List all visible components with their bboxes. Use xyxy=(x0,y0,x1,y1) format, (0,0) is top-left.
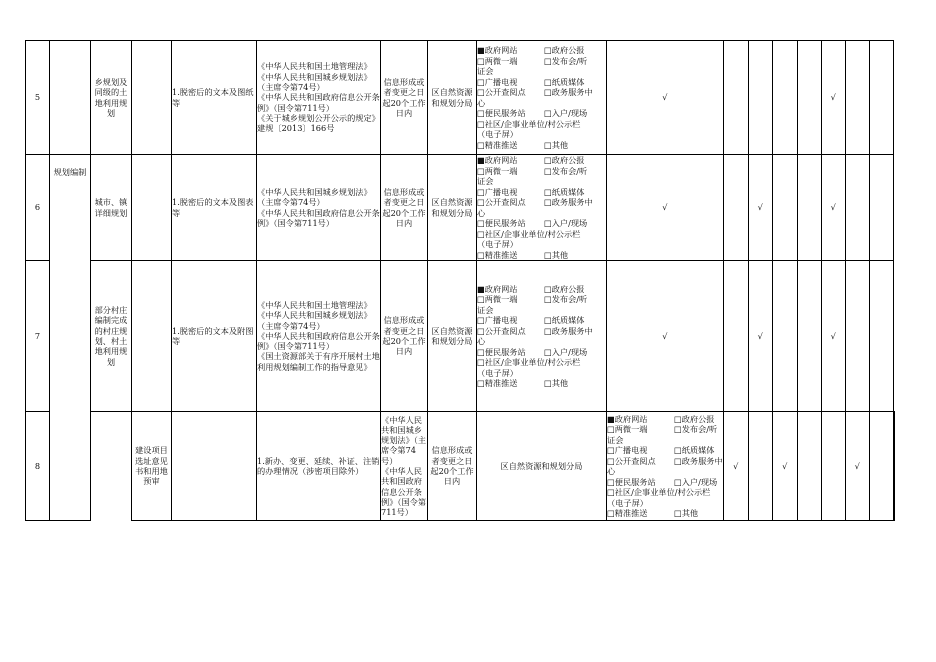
check-cell xyxy=(797,41,821,155)
channel-option: □公开查阅点 xyxy=(477,325,526,336)
channel-option: □发布会/听 xyxy=(544,294,588,304)
channel-option-checked: ■政府网站 xyxy=(477,155,518,165)
channel-option: □纸质媒体 xyxy=(544,76,585,87)
channel-option: □社区/企事业单位/村公示栏 xyxy=(477,118,581,129)
check-cell xyxy=(797,412,821,521)
channel-option: □政务服务中 xyxy=(544,87,593,97)
channel-option: □社区/企事业单位/村公示栏 xyxy=(477,357,581,367)
channel-option-continued: （电子屏） xyxy=(477,367,518,378)
channel-option: □其他 xyxy=(674,508,699,518)
channel-option: □社区/企事业单位/村公示栏 xyxy=(607,487,711,497)
channel-option: □广播电视 xyxy=(477,186,518,197)
channel-option: □政务服务中 xyxy=(674,455,723,466)
legal-basis-line: 《国土资源部关于有序开展村土地利用规划编制工作的指导意见》 xyxy=(257,351,380,372)
check-cell xyxy=(723,155,748,261)
channel-line xyxy=(607,487,723,498)
item-name: 部分村庄编制完成的村庄规划、村土地利用规划 xyxy=(91,261,132,412)
table-body xyxy=(26,41,895,521)
channel-line xyxy=(477,315,606,326)
legal-basis xyxy=(257,41,381,155)
disclosure-content: 1.新办、变更、延续、补证、注销的办理情况（涉密项目除外） xyxy=(257,412,381,521)
channel-line xyxy=(607,508,723,519)
check-cell xyxy=(869,41,893,155)
check-cell xyxy=(772,261,797,412)
channel-line xyxy=(477,208,606,219)
channel-line xyxy=(607,424,723,435)
check-cell xyxy=(797,261,821,412)
channel-option-continued: 心 xyxy=(607,466,616,476)
channel-option: □便民服务站 xyxy=(477,218,526,228)
check-cell: √ xyxy=(845,412,869,521)
disclosure-time: 信息形成或者变更之日起20个工作日内 xyxy=(381,41,428,155)
legal-basis-line: 《中华人民共和国土地管理法》 xyxy=(257,299,372,310)
sub-item-cell xyxy=(132,261,172,412)
item-name: 城市、镇详细规划 xyxy=(91,155,132,261)
row-number: 7 xyxy=(26,261,50,412)
legal-basis xyxy=(381,412,428,521)
disclosure-time: 信息形成或者变更之日起20个工作日内 xyxy=(381,155,428,261)
check-cell xyxy=(869,412,893,521)
channel-line xyxy=(477,108,606,119)
check-cell xyxy=(845,41,869,155)
channel-line xyxy=(607,435,723,446)
channel-option-continued: 证会 xyxy=(477,66,494,76)
check-cell: √ xyxy=(607,261,724,412)
channel-option: □入户/现场 xyxy=(544,108,588,118)
check-cell: √ xyxy=(748,155,772,261)
channel-option: □公开查阅点 xyxy=(607,455,656,466)
legal-basis-line: 《中华人民共和国城乡规划法》（主席令第74号） xyxy=(257,186,372,208)
category-cell-empty xyxy=(91,412,132,521)
sub-item-cell xyxy=(172,412,257,521)
channel-option: □发布会/听 xyxy=(544,55,588,66)
check-cell: √ xyxy=(607,155,724,261)
channel-option: □政府公报 xyxy=(544,155,585,165)
channel-option: □其他 xyxy=(544,249,569,260)
check-cell xyxy=(772,41,797,155)
channel-option: □便民服务站 xyxy=(477,108,526,118)
disclosure-subject: 区自然资源和规划分局 xyxy=(477,412,607,521)
table-row xyxy=(26,412,895,521)
channel-option: □两微一端 xyxy=(477,165,518,176)
disclosure-channels xyxy=(607,412,724,521)
channel-line xyxy=(477,305,606,316)
legal-basis-line: 《中华人民共和国政府信息公开条例》（国令第711号） xyxy=(381,466,427,518)
row-number: 6 xyxy=(26,155,50,261)
disclosure-content: 1.脱密后的文本及图纸等 xyxy=(172,41,257,155)
channel-line xyxy=(477,357,606,368)
channel-line xyxy=(477,45,606,56)
channel-line xyxy=(477,229,606,240)
channel-line xyxy=(607,456,723,467)
channel-option-continued: （电子屏） xyxy=(477,239,518,249)
check-cell xyxy=(772,155,797,261)
channel-option: □其他 xyxy=(544,139,569,150)
check-cell xyxy=(748,41,772,155)
channel-option: □纸质媒体 xyxy=(544,186,585,197)
channel-option-continued: 证会 xyxy=(607,434,624,445)
table-row xyxy=(26,261,895,412)
channel-option: □入户/现场 xyxy=(544,218,588,228)
channel-line xyxy=(477,294,606,305)
row-number: 5 xyxy=(26,41,50,155)
channel-line xyxy=(477,87,606,98)
category-cell: 规划编制 xyxy=(50,155,91,521)
check-cell xyxy=(723,261,748,412)
check-cell: √ xyxy=(772,412,797,521)
channel-line xyxy=(477,56,606,67)
channel-line xyxy=(477,197,606,208)
item-name: 建设项目选址意见书和用地预审 xyxy=(132,412,172,521)
legal-basis xyxy=(257,261,381,412)
channel-option-continued: 心 xyxy=(477,97,486,108)
category-cell-empty xyxy=(50,41,91,155)
channel-option: □精准推送 xyxy=(607,508,648,518)
channel-line xyxy=(477,98,606,109)
table-row xyxy=(26,41,895,155)
channel-option: □政务服务中 xyxy=(544,325,593,336)
channel-option: □两微一端 xyxy=(477,55,518,66)
check-cell: √ xyxy=(821,155,845,261)
channel-option: □纸质媒体 xyxy=(674,445,715,455)
channel-option-continued: （电子屏） xyxy=(477,129,518,139)
legal-basis-line: 《关于城乡规划公开公示的规定》建规〔2013〕166号 xyxy=(257,112,380,134)
check-cell xyxy=(845,155,869,261)
channel-option: □入户/现场 xyxy=(674,476,718,487)
check-cell xyxy=(845,261,869,412)
channel-line xyxy=(477,326,606,337)
disclosure-channels xyxy=(477,155,607,261)
check-cell xyxy=(723,41,748,155)
disclosure-subject: 区自然资源和规划分局 xyxy=(428,155,477,261)
channel-option: □政务服务中 xyxy=(544,197,593,207)
channel-line xyxy=(477,129,606,140)
channel-option-continued: （电子屏） xyxy=(607,497,648,508)
check-cell: √ xyxy=(723,412,748,521)
channel-option: □精准推送 xyxy=(477,249,518,260)
channel-line xyxy=(477,250,606,261)
channel-option: □政府公报 xyxy=(544,45,585,55)
channel-line xyxy=(607,445,723,456)
channel-line xyxy=(477,176,606,187)
channel-line xyxy=(477,140,606,151)
sub-item-cell xyxy=(132,155,172,261)
channel-option: □入户/现场 xyxy=(544,346,588,357)
check-cell: √ xyxy=(821,41,845,155)
legal-basis-line: 《中华人民共和国城乡规划法》（主席令第74号） xyxy=(257,71,372,93)
channel-option: □公开查阅点 xyxy=(477,87,526,97)
channel-option: □公开查阅点 xyxy=(477,197,526,207)
disclosure-content: 1.脱密后的文本及图表等 xyxy=(172,155,257,261)
channel-line xyxy=(607,477,723,488)
disclosure-content: 1.脱密后的文本及附图等 xyxy=(172,261,257,412)
channel-line xyxy=(477,166,606,177)
channel-option: □发布会/听 xyxy=(674,424,718,434)
channel-option: □广播电视 xyxy=(477,315,518,325)
channel-option-continued: 心 xyxy=(477,207,486,218)
channel-option-continued: 心 xyxy=(477,336,486,346)
channel-line xyxy=(477,155,606,166)
channel-option: □两微一端 xyxy=(607,424,648,434)
channel-option: □精准推送 xyxy=(477,378,518,388)
disclosure-time: 信息形成或者变更之日起20个工作日内 xyxy=(381,261,428,412)
legal-basis-line: 《中华人民共和国政府信息公开条例》（国令第711号） xyxy=(257,207,380,228)
channel-line xyxy=(607,414,723,425)
channel-line xyxy=(477,284,606,295)
channel-option-continued: 证会 xyxy=(477,304,494,315)
legal-basis-line: 《中华人民共和国政府信息公开条例》（国令第711号） xyxy=(257,92,380,113)
check-cell xyxy=(821,412,845,521)
channel-option: □政府公报 xyxy=(674,413,715,424)
channel-line xyxy=(477,66,606,77)
legal-basis-line: 《中华人民共和国土地管理法》 xyxy=(257,61,372,72)
channel-option: □便民服务站 xyxy=(607,476,656,487)
channel-option: □广播电视 xyxy=(607,445,648,455)
channel-option: □其他 xyxy=(544,378,569,388)
channel-option: □精准推送 xyxy=(477,139,518,150)
channel-option-continued: 证会 xyxy=(477,176,494,186)
channel-line xyxy=(477,368,606,379)
legal-basis-line: 《中华人民共和国城乡规划法》（主席令第74号） xyxy=(381,414,427,466)
check-cell: √ xyxy=(607,41,724,155)
check-cell xyxy=(748,412,772,521)
check-cell: √ xyxy=(748,261,772,412)
disclosure-table xyxy=(25,40,895,521)
channel-line xyxy=(477,336,606,347)
channel-option: □纸质媒体 xyxy=(544,315,585,325)
channel-option: □便民服务站 xyxy=(477,346,526,357)
disclosure-subject: 区自然资源和规划分局 xyxy=(428,41,477,155)
channel-line xyxy=(607,466,723,477)
channel-option: □社区/企事业单位/村公示栏 xyxy=(477,228,581,239)
channel-line xyxy=(477,187,606,198)
channel-option: □两微一端 xyxy=(477,294,518,304)
disclosure-time: 信息形成或者变更之日起20个工作日内 xyxy=(428,412,477,521)
channel-option-checked: ■政府网站 xyxy=(477,45,518,55)
legal-basis-line: 《中华人民共和国政府信息公开条例》（国令第711号） xyxy=(257,330,380,352)
channel-line xyxy=(607,498,723,509)
channel-line xyxy=(477,378,606,389)
legal-basis-line: 《中华人民共和国城乡规划法》（主席令第74号） xyxy=(257,310,372,331)
check-cell xyxy=(869,261,893,412)
table-row xyxy=(26,155,895,261)
channel-option: □政府公报 xyxy=(544,283,585,294)
check-cell xyxy=(797,155,821,261)
sub-item-cell xyxy=(132,41,172,155)
channel-option-checked: ■政府网站 xyxy=(477,283,518,294)
channel-line xyxy=(477,239,606,250)
channel-line xyxy=(477,347,606,358)
channel-option: □广播电视 xyxy=(477,76,518,87)
channel-line xyxy=(477,77,606,88)
disclosure-channels xyxy=(477,261,607,412)
channel-option: □发布会/听 xyxy=(544,165,588,176)
channel-line xyxy=(477,119,606,130)
legal-basis xyxy=(257,155,381,261)
row-number: 8 xyxy=(26,412,50,521)
channel-line xyxy=(477,218,606,229)
disclosure-subject: 区自然资源和规划分局 xyxy=(428,261,477,412)
check-cell xyxy=(893,412,894,521)
channel-option-checked: ■政府网站 xyxy=(607,413,648,424)
disclosure-channels xyxy=(477,41,607,155)
check-cell: √ xyxy=(821,261,845,412)
item-name: 乡规划及同级的土地利用规划 xyxy=(91,41,132,155)
check-cell xyxy=(869,155,893,261)
